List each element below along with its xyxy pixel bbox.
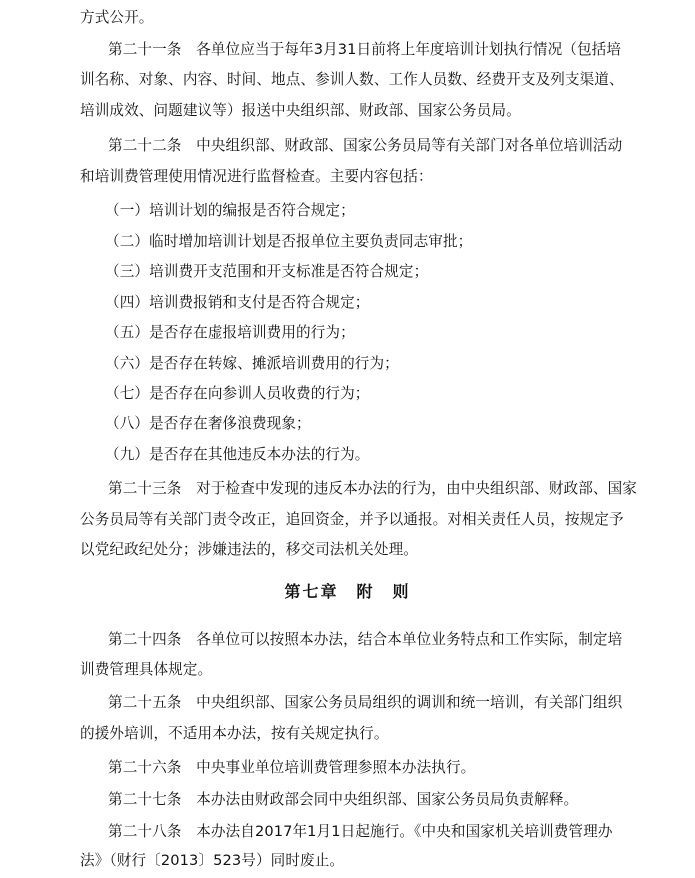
article-21-line: 第二十一条 各单位应当于每年3月31日前将上年度培训计划执行情况（包括培 (108, 41, 622, 58)
text-line: 公务员局等有关部门责令改正，追回资金，并予以通报。对相关责任人员，按规定予 (80, 511, 624, 528)
text-line: 法》（财行〔2013〕523号）同时废止。 (80, 852, 345, 869)
article-22-line: 第二十二条 中央组织部、财政部、国家公务员局等有关部门对各单位培训活动 (108, 137, 623, 154)
text-line: 培训成效、问题建议等）报送中央组织部、财政部、国家公务员局。 (80, 102, 521, 119)
text-line: 训名称、对象、内容、时间、地点、参训人数、工作人员数、经费开支及列支渠道、 (80, 71, 624, 88)
article-26-line: 第二十六条 中央事业单位培训费管理参照本办法执行。 (108, 759, 476, 776)
article-24-line: 第二十四条 各单位可以按照本办法，结合本单位业务特点和工作实际，制定培 (108, 631, 623, 648)
text-line: 的援外培训，不适用本办法，按有关规定执行。 (80, 725, 389, 742)
article-28-line: 第二十八条 本办法自2017年1月1日起施行。《中央和国家机关培训费管理办 (108, 823, 613, 840)
list-item: （三）培训费开支范围和开支标准是否符合规定； (105, 263, 429, 280)
list-item: （八）是否存在奢侈浪费现象； (105, 415, 311, 432)
list-item: （五）是否存在虚报培训费用的行为； (105, 324, 355, 341)
list-item: （九）是否存在其他违反本办法的行为。 (105, 446, 370, 463)
text-line: 训费管理具体规定。 (80, 661, 213, 678)
text-line: 和培训费管理使用情况进行监督检查。主要内容包括： (80, 168, 433, 185)
text-line: 以党纪政纪处分；涉嫌违法的，移交司法机关处理。 (80, 541, 418, 558)
list-item: （六）是否存在转嫁、摊派培训费用的行为； (105, 355, 399, 372)
list-item: （一）培训计划的编报是否符合规定； (105, 202, 355, 219)
text-line: 方式公开。 (80, 9, 154, 26)
list-item: （四）培训费报销和支付是否符合规定； (105, 294, 370, 311)
article-25-line: 第二十五条 中央组织部、国家公务员局组织的调训和统一培训，有关部门组织 (108, 694, 623, 711)
article-23-line: 第二十三条 对于检查中发现的违反本办法的行为，由中央组织部、财政部、国家 (108, 480, 637, 497)
chapter-heading: 第七章 附 则 (284, 582, 411, 601)
list-item: （七）是否存在向参训人员收费的行为； (105, 385, 370, 402)
list-item: （二）临时增加培训计划是否报单位主要负责同志审批； (105, 233, 473, 250)
article-27-line: 第二十七条 本办法由财政部会同中央组织部、国家公务员局负责解释。 (108, 791, 579, 808)
